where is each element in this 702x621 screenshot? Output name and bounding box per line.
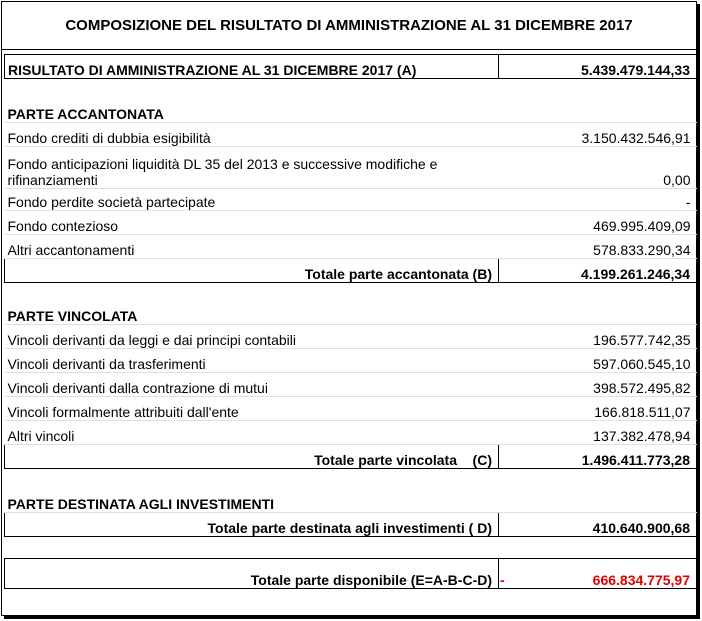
row-value: 166.818.511,07 <box>499 397 697 421</box>
spacer-row <box>5 283 697 303</box>
row-value: 578.833.290,34 <box>499 235 697 259</box>
row-label <box>5 147 499 189</box>
table-row <box>5 349 697 373</box>
table-row <box>5 421 697 445</box>
total-label: Totale parte accantonata (B) <box>5 259 499 283</box>
risultato-label: RISULTATO DI AMMINISTRAZIONE AL 31 DICEMBRE 2017 (A) <box>5 55 499 79</box>
total-row-accantonata <box>5 259 697 283</box>
section-header-accantonata <box>5 101 697 123</box>
row-label: Altri vincoli <box>5 421 499 445</box>
section-header-investimenti <box>5 491 697 513</box>
row-label: Fondo crediti di dubbia esigibilità <box>5 123 499 147</box>
report-title: COMPOSIZIONE DEL RISULTATO DI AMMINISTRAZIONE AL 31 DICEMBRE 2017 <box>2 2 696 50</box>
table-row <box>5 397 697 421</box>
total-row-vincolata <box>5 445 697 469</box>
row-label: Altri accantonamenti <box>5 235 499 259</box>
total-value: 1.496.411.773,28 <box>499 445 697 469</box>
row-label: Vincoli formalmente attribuiti dall'ente <box>5 397 499 421</box>
row-label-line1: Fondo anticipazioni liquidità DL 35 del 2013 e successive modifiche e <box>7 156 438 172</box>
total-row-investimenti <box>5 513 697 537</box>
total-value: 410.640.900,68 <box>499 513 697 537</box>
row-value: 196.577.742,35 <box>499 325 697 349</box>
table-row <box>5 235 697 259</box>
row-value: 137.382.478,94 <box>499 421 697 445</box>
section-header-vincolata <box>5 303 697 325</box>
report-frame <box>1 1 697 616</box>
row-value: 469.995.409,09 <box>499 211 697 235</box>
row-label: Vincoli derivanti da trasferimenti <box>5 349 499 373</box>
row-value: 597.060.545,10 <box>499 349 697 373</box>
spacer-row <box>5 79 697 101</box>
spacer-row <box>5 469 697 491</box>
section-title: PARTE ACCANTONATA <box>5 101 499 123</box>
table-row <box>5 373 697 397</box>
table-row <box>5 147 697 189</box>
risultato-row <box>5 55 697 79</box>
row-value: 0,00 <box>499 147 697 189</box>
risultato-value: 5.439.479.144,33 <box>499 55 697 79</box>
section-title: PARTE DESTINATA AGLI INVESTIMENTI <box>5 491 499 513</box>
composition-table <box>4 54 697 589</box>
row-label: Fondo contezioso <box>5 211 499 235</box>
table-row <box>5 123 697 147</box>
total-value-cell <box>499 559 697 589</box>
row-value: 3.150.432.546,91 <box>499 123 697 147</box>
section-title: PARTE VINCOLATA <box>5 303 499 325</box>
negative-sign: - <box>500 572 505 588</box>
row-value: - <box>499 189 697 211</box>
spacer-row <box>5 537 697 559</box>
row-value: 398.572.495,82 <box>499 373 697 397</box>
total-label: Totale parte vincolata (C) <box>5 445 499 469</box>
total-value: 666.834.775,97 <box>592 572 690 588</box>
row-label: Vincoli derivanti da leggi e dai principi contabili <box>5 325 499 349</box>
row-label: Fondo perdite società partecipate <box>5 189 499 211</box>
row-label-line2: rifinanziamenti <box>7 172 98 188</box>
total-label: Totale parte destinata agli investimenti ( D) <box>5 513 499 537</box>
table-row <box>5 325 697 349</box>
table-row <box>5 189 697 211</box>
total-row-disponibile <box>5 559 697 589</box>
table-row <box>5 211 697 235</box>
total-value: 4.199.261.246,34 <box>499 259 697 283</box>
total-label: Totale parte disponibile (E=A-B-C-D) <box>5 559 499 589</box>
row-label: Vincoli derivanti dalla contrazione di mutui <box>5 373 499 397</box>
